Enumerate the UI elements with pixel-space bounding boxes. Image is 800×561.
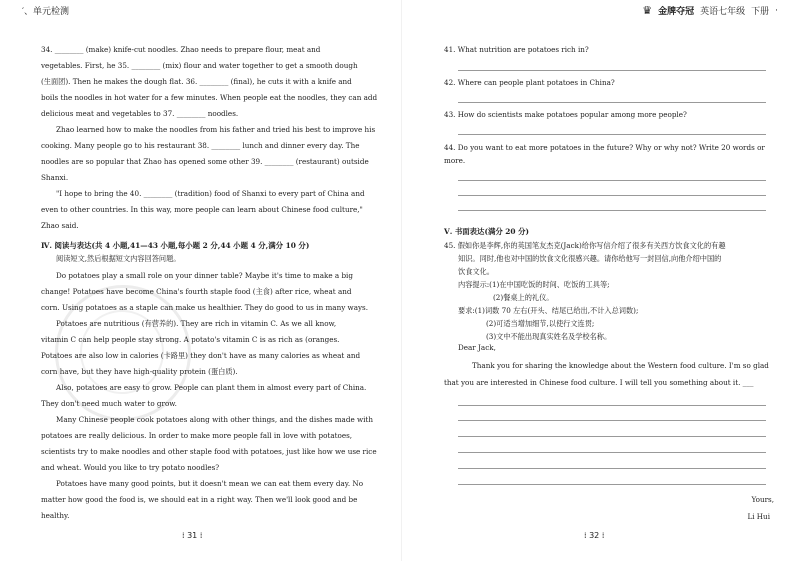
answer-line-43[interactable] bbox=[458, 134, 766, 135]
passage-line: and wheat. Would you like to try potato noodles? bbox=[41, 463, 220, 472]
cloze-line: "I hope to bring the 40. ________ (tradition) food of Shanxi to every part of China and bbox=[56, 189, 365, 198]
passage-line: corn. Using potatoes as a staple can make us healthier. They do good to us in many ways. bbox=[41, 303, 369, 312]
prompt-line: 内容提示:(1)在中国吃饭的时间、吃饭的工具等; bbox=[458, 280, 610, 289]
right-page bbox=[402, 0, 800, 561]
cloze-line: 34. ________ (make) knife-cut noodles. Zhao needs to prepare flour, meat and bbox=[41, 45, 321, 54]
page-number-right: ⁞ 32 ⁞ bbox=[584, 531, 605, 540]
question-42: 42. Where can people plant potatoes in China? bbox=[444, 78, 615, 87]
passage-line: Potatoes are also low in calories (卡路里) they don't have as many calories as wheat and bbox=[41, 351, 361, 360]
cloze-line: delicious meat and vegetables to 37. ________ noodles. bbox=[41, 109, 239, 118]
prompt-line: 饮食文化。 bbox=[458, 267, 494, 276]
letter-signature: Li Hui bbox=[747, 512, 770, 521]
writing-line-4[interactable] bbox=[458, 452, 766, 453]
prompt-line: 45. 假如你是李辉,你的英国笔友杰克(Jack)给你写信介绍了很多有关西方饮食文化的有趣 bbox=[444, 241, 726, 250]
passage-line: Do potatoes play a small role on your dinner table? Maybe it's time to make a big bbox=[56, 271, 353, 280]
passage-line: scientists try to make noodles and other staple food with potatoes, just like how we use rice bbox=[41, 447, 377, 456]
cloze-line: even to other countries. In this way, more people can learn about Chinese food culture," bbox=[41, 205, 363, 214]
cloze-line: vegetables. First, he 35. ________ (mix) flour and water together to get a smooth dough bbox=[41, 61, 358, 70]
cloze-line: Shanxi. bbox=[41, 173, 69, 182]
passage-line: potatoes are really delicious. In order to make more people fall in love with potatoes, bbox=[41, 431, 353, 440]
answer-line-44-3[interactable] bbox=[458, 210, 766, 211]
answer-line-44-2[interactable] bbox=[458, 195, 766, 196]
cloze-line: (生面团). Then he makes the dough flat. 36. ________ (final), he cuts it with a knife and bbox=[41, 77, 352, 86]
passage-line: Potatoes are nutritious (有营养的). They are rich in vitamin C. As we all know, bbox=[56, 319, 337, 328]
writing-line-5[interactable] bbox=[458, 468, 766, 469]
letter-opening-1: Thank you for sharing the knowledge about the Western food culture. I'm so glad bbox=[472, 361, 769, 370]
question-41: 41. What nutrition are potatoes rich in? bbox=[444, 45, 589, 54]
passage-line: Many Chinese people cook potatoes along with other things, and the dishes made with bbox=[56, 415, 373, 424]
cloze-line: boils the noodles in hot water for a few minutes. When people eat the noodles, they can add bbox=[41, 93, 378, 102]
prompt-line: 知识。同时,他也对中国的饮食文化很感兴趣。请你给他写一封回信,向他介绍中国的 bbox=[458, 254, 722, 263]
passage-line: corn have, but they have high-quality protein (蛋白质). bbox=[41, 367, 238, 376]
letter-salutation: Dear Jack, bbox=[458, 343, 496, 352]
volume-name: 下册 bbox=[751, 7, 770, 17]
question-44: 44. Do you want to eat more potatoes in the future? Why or why not? Write 20 words or bbox=[444, 143, 765, 152]
prompt-line: 要求:(1)词数 70 左右(开头、结尾已给出,不计入总词数); bbox=[458, 306, 639, 315]
writing-section-heading: Ⅴ. 书面表达(满分 20 分) bbox=[444, 227, 530, 236]
course-name: 英语七年级 bbox=[700, 7, 746, 17]
header-tail: · bbox=[775, 5, 778, 16]
unit-test-label: ′、单元检测 bbox=[22, 7, 70, 17]
passage-line: Potatoes have many good points, but it doesn't mean we can eat them every day. No bbox=[56, 479, 364, 488]
book-header bbox=[642, 4, 778, 17]
passage-line: vitamin C can help people stay strong. A potato's vitamin C is as rich as (oranges. bbox=[41, 335, 340, 344]
prompt-line: (2)餐桌上的礼仪。 bbox=[493, 293, 554, 302]
letter-opening-2: that you are interested in Chinese food culture. I will tell you something about it. ___ bbox=[444, 378, 754, 387]
passage-line: matter how good the food is, we should eat in a right way. Then we'll look good and be bbox=[41, 495, 358, 504]
writing-line-2[interactable] bbox=[458, 420, 766, 421]
brand-name: 金牌夺冠 bbox=[658, 7, 695, 17]
passage-line: They don't need much water to grow. bbox=[41, 399, 177, 408]
passage-line: Also, potatoes are easy to grow. People can plant them in almost every part of China. bbox=[56, 383, 367, 392]
cloze-line: Zhao said. bbox=[41, 221, 79, 230]
writing-line-3[interactable] bbox=[458, 436, 766, 437]
prompt-line: (3)文中不能出现真实姓名及学校名称。 bbox=[486, 332, 612, 341]
passage-line: healthy. bbox=[41, 511, 70, 520]
crown-icon: ♛ bbox=[642, 4, 653, 17]
cloze-line: noodles are so popular that Zhao has opened some other 39. ________ (restaurant) outside bbox=[41, 157, 369, 166]
reading-section-heading: Ⅳ. 阅读与表达(共 4 小题,41—43 小题,每小题 2 分,44 小题 4 分,满分 10 分) bbox=[41, 241, 310, 250]
letter-closing: Yours, bbox=[751, 495, 774, 504]
answer-line-42[interactable] bbox=[458, 102, 766, 103]
question-43: 43. How do scientists make potatoes popular among more people? bbox=[444, 110, 687, 119]
cloze-line: cooking. Many people go to his restaurant 38. ________ lunch and dinner every day. The bbox=[41, 141, 360, 150]
writing-line-1[interactable] bbox=[458, 405, 766, 406]
answer-line-41[interactable] bbox=[458, 70, 766, 71]
question-44-continued: more. bbox=[444, 156, 466, 165]
passage-line: change! Potatoes have become China's fourth staple food (主食) after rice, wheat and bbox=[41, 287, 352, 296]
reading-instruction: 阅读短文,然后根据短文内容回答问题。 bbox=[56, 254, 181, 263]
cloze-line: Zhao learned how to make the noodles from his father and tried his best to improve his bbox=[56, 125, 376, 134]
answer-line-44-1[interactable] bbox=[458, 180, 766, 181]
page-number-left: ⁞ 31 ⁞ bbox=[182, 531, 203, 540]
prompt-line: (2)可适当增加细节,以使行文连贯; bbox=[486, 319, 595, 328]
writing-line-6[interactable] bbox=[458, 484, 766, 485]
